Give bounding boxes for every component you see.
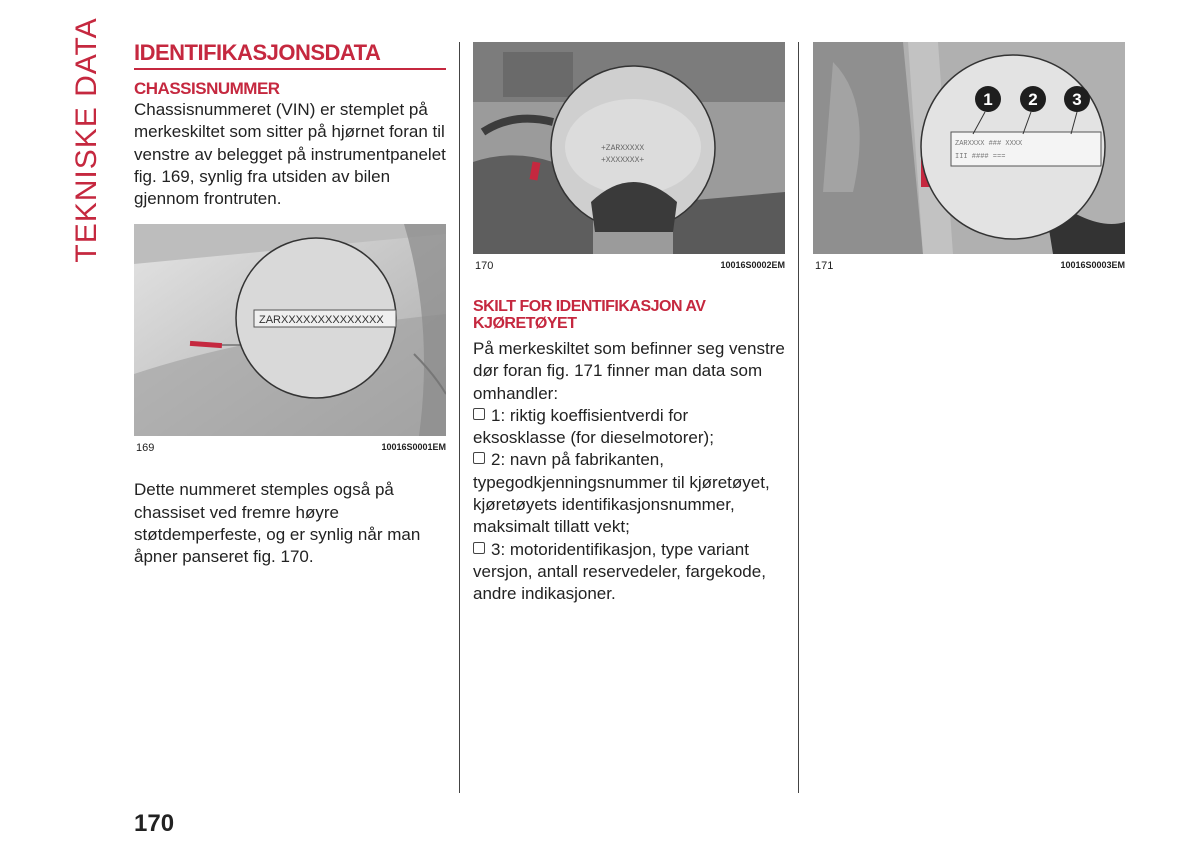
subsection-title: SKILT FOR IDENTIFIKASJON AV KJØRETØYET bbox=[473, 298, 706, 332]
checkbox-bullet-icon bbox=[473, 542, 485, 554]
list-item: 2: navn på fabrikanten, typegodkjenningsnummer til kjøretøyet, kjøretøyets identifikasjonsnummer, maksimalt tillatt vekt; bbox=[473, 450, 770, 537]
paragraph: Chassisnummeret (VIN) er stemplet på merkeskiltet som sitter på hjørnet foran til venstre av belegget på instrumentpanelet fig. 169, synlig fra utsiden av bilen gjennom frontruten. bbox=[134, 100, 446, 209]
paragraph: På merkeskiltet som befinner seg venstre dør foran fig. 171 finner man data som omhandler: bbox=[473, 339, 785, 403]
vin-label-text: ZARXXXXXXXXXXXXXX bbox=[259, 314, 384, 327]
section-title: IDENTIFIKASJONSDATA bbox=[134, 42, 446, 70]
figure-caption bbox=[473, 260, 785, 276]
subsection-title: CHASSISNUMMER bbox=[134, 79, 280, 98]
figure-170 bbox=[473, 42, 785, 254]
list-item: 3: motoridentifikasjon, type variant versjon, antall reservedeler, fargekode, andre indikasjoner. bbox=[473, 539, 766, 604]
svg-text:III #### ===: III #### === bbox=[955, 153, 1006, 161]
figure-171 bbox=[813, 42, 1125, 254]
column-1 bbox=[134, 42, 446, 569]
figure-caption bbox=[134, 442, 446, 458]
figure-number: 170 bbox=[475, 260, 494, 272]
door-pillar-illustration bbox=[813, 42, 1125, 254]
dashboard-illustration bbox=[134, 224, 446, 436]
figure-caption bbox=[813, 260, 1125, 276]
list-item: 1: riktig koeffisientverdi for eksosklasse (for dieselmotorer); bbox=[473, 405, 714, 448]
checkbox-bullet-icon bbox=[473, 408, 485, 420]
column-2 bbox=[473, 42, 785, 606]
figure-code: 10016S0002EM bbox=[720, 260, 785, 270]
figure-code: 10016S0001EM bbox=[381, 442, 446, 453]
figure-number: 171 bbox=[815, 260, 834, 272]
page-number: 170 bbox=[134, 810, 175, 837]
engine-bay-illustration bbox=[473, 42, 785, 254]
callout-3: 3 bbox=[1072, 90, 1082, 109]
side-tab-label: TEKNISKE DATA bbox=[70, 17, 103, 263]
column-3 bbox=[813, 42, 1125, 276]
figure-number: 169 bbox=[136, 442, 155, 455]
svg-text:+XXXXXXX+: +XXXXXXX+ bbox=[601, 156, 645, 165]
checkbox-bullet-icon bbox=[473, 452, 485, 464]
side-tab bbox=[70, 17, 104, 263]
column-divider bbox=[798, 42, 799, 793]
column-divider bbox=[459, 42, 460, 793]
figure-code: 10016S0003EM bbox=[1060, 260, 1125, 270]
figure-169 bbox=[134, 224, 446, 436]
svg-text:ZARXXXX ### XXXX: ZARXXXX ### XXXX bbox=[955, 140, 1023, 148]
svg-text:+ZARXXXXX: +ZARXXXXX bbox=[601, 144, 645, 153]
paragraph: Dette nummeret stemples også på chassiset ved fremre høyre støtdemperfeste, og er synlig når man åpner panseret fig. 170. bbox=[134, 480, 421, 567]
callout-1: 1 bbox=[983, 90, 993, 109]
callout-2: 2 bbox=[1028, 90, 1038, 109]
